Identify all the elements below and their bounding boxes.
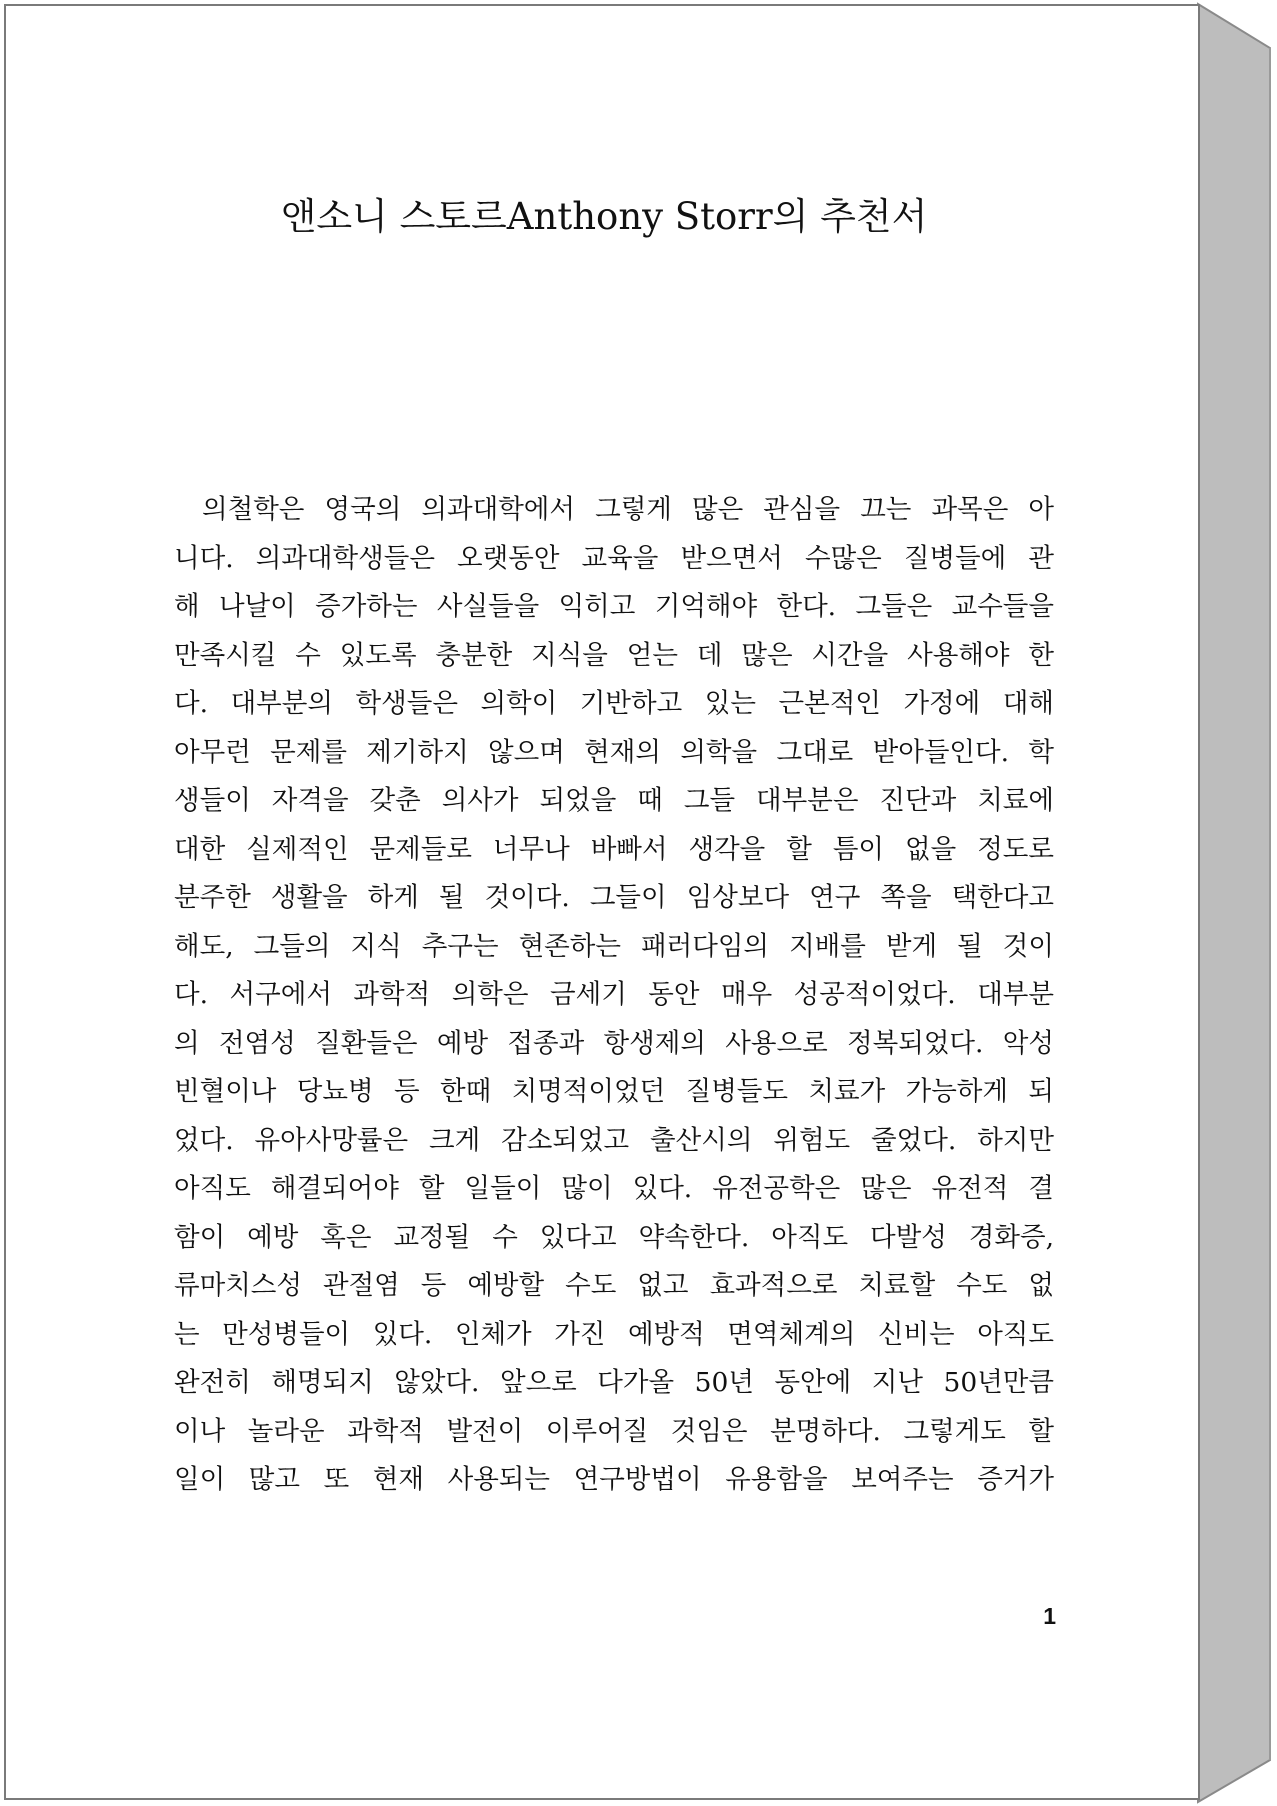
text-line: 생들이 자격을 갖춘 의사가 되었을 때 그들 대부분은 진단과 치료에	[174, 785, 1054, 816]
page-title: 앤소니 스토르Anthony Storr의 추천서	[280, 195, 928, 238]
text-line: 었다. 유아사망률은 크게 감소되었고 출산시의 위험도 줄었다. 하지만	[174, 1124, 1054, 1156]
text-line: 아직도 해결되어야 할 일들이 많이 있다. 유전공학은 많은 유전적 결	[174, 1173, 1054, 1204]
text-line: 의철학은 영국의 의과대학에서 그렇게 많은 관심을 끄는 과목은 아	[202, 494, 1054, 525]
text-line: 빈혈이나 당뇨병 등 한때 치명적이었던 질병들도 치료가 가능하게 되	[174, 1076, 1054, 1107]
text-line: 는 만성병들이 있다. 인체가 가진 예방적 면역체계의 신비는 아직도	[174, 1318, 1054, 1350]
text-line: 함이 예방 혹은 교정될 수 있다고 약속한다. 아직도 다발성 경화증,	[174, 1221, 1054, 1253]
text-line: 다. 서구에서 과학적 의학은 금세기 동안 매우 성공적이었다. 대부분	[174, 979, 1054, 1010]
text-line: 아무런 문제를 제기하지 않으며 현재의 의학을 그대로 받아들인다. 학	[174, 736, 1054, 768]
text-line: 만족시킬 수 있도록 충분한 지식을 얻는 데 많은 시간을 사용해야 한	[174, 639, 1054, 671]
text-line: 분주한 생활을 하게 될 것이다. 그들이 임상보다 연구 쪽을 택한다고	[174, 882, 1054, 913]
text-line: 완전히 해명되지 않았다. 앞으로 다가올 50년 동안에 지난 50년만큼	[174, 1367, 1054, 1398]
text-line: 해도, 그들의 지식 추구는 현존하는 패러다임의 지배를 받게 될 것이	[174, 930, 1054, 962]
text-line: 일이 많고 또 현재 사용되는 연구방법이 유용함을 보여주는 증거가	[174, 1464, 1054, 1495]
book-page	[4, 4, 1200, 1800]
text-line: 대한 실제적인 문제들로 너무나 바빠서 생각을 할 틈이 없을 정도로	[174, 833, 1054, 865]
body-paragraph	[174, 486, 1054, 1505]
text-line: 다. 대부분의 학생들은 의학이 기반하고 있는 근본적인 가정에 대해	[174, 688, 1054, 719]
text-line: 니다. 의과대학생들은 오랫동안 교육을 받으면서 수많은 질병들에 관	[174, 542, 1054, 574]
text-line: 해 나날이 증가하는 사실들을 익히고 기억해야 한다. 그들은 교수들을	[174, 591, 1054, 622]
page-number: 1	[1043, 1603, 1056, 1629]
text-line: 류마치스성 관절염 등 예방할 수도 없고 효과적으로 치료할 수도 없	[174, 1270, 1054, 1301]
text-line: 의 전염성 질환들은 예방 접종과 항생제의 사용으로 정복되었다. 악성	[174, 1027, 1054, 1059]
text-line: 이나 놀라운 과학적 발전이 이루어질 것임은 분명하다. 그렇게도 할	[174, 1415, 1054, 1447]
